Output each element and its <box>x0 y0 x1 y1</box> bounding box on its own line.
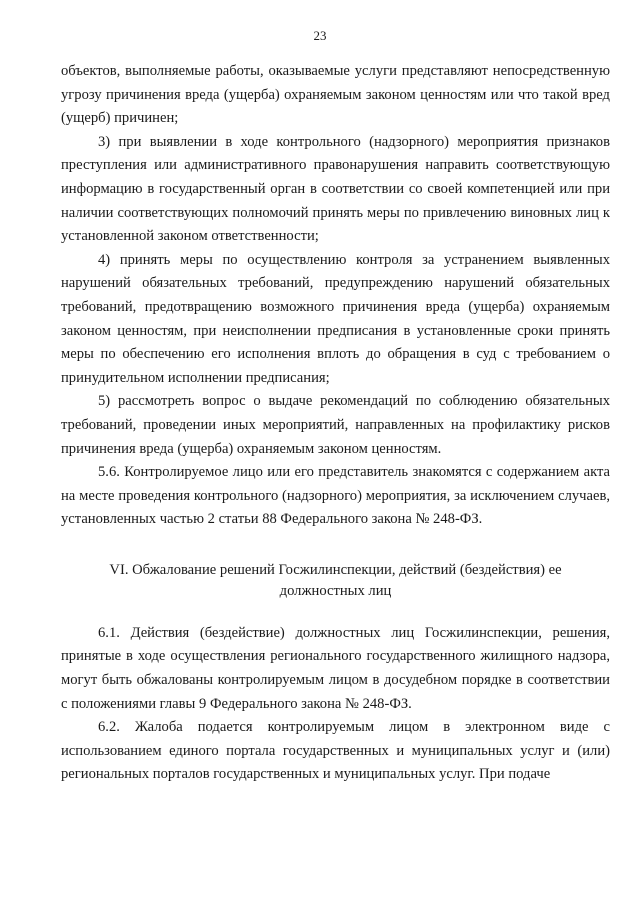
paragraph-item-5: 5) рассмотреть вопрос о выдаче рекомендаций по соблюдению обязательных требований, проведении иных мероприятий, направленных на профилактику рисков причинения вреда (ущерба) охраняемым законом ценностям. <box>61 393 610 457</box>
section-heading-line-1: VI. Обжалование решений Госжилинспекции, действий (бездействия) ее <box>109 561 562 578</box>
section-heading-line-2: должностных лиц <box>279 582 392 599</box>
paragraph-item-3: 3) при выявлении в ходе контрольного (надзорного) мероприятия признаков преступления или административного правонарушения направить соответствующую информацию в государственный орган в соответствии со своей компетенцией или при наличии соответствующих полномочий принять меры по привлечению виновных лиц к установленной законом ответственности; <box>61 133 610 245</box>
paragraph-continuation: объектов, выполняемые работы, оказываемые услуги представляют непосредственную угрозу причинения вреда (ущерба) охраняемым законом ценностям или что такой вред (ущерб) причинен; <box>61 63 610 127</box>
section-heading <box>61 560 610 602</box>
page-number: 23 <box>313 28 327 43</box>
paragraph-item-4: 4) принять меры по осуществлению контроля за устранением выявленных нарушений обязательных требований, предупреждению нарушений обязательных требований, предотвращению возможного причинения вреда (ущерба) охраняемым законом ценностям, при неисполнении предписания в установленные сроки принять меры по обеспечению его исполнения вплоть до обращения в суд с требованием о принудительном исполнении предписания; <box>61 251 610 386</box>
document-body <box>61 60 610 787</box>
paragraph-item-6-2: 6.2. Жалоба подается контролируемым лицом в электронном виде с использованием единого портала государственных и муниципальных услуг и (или) региональных порталов государственных и муниципальных услуг. При подаче <box>61 719 610 783</box>
paragraph-item-6-1: 6.1. Действия (бездействие) должностных лиц Госжилинспекции, решения, принятые в ходе осуществления регионального государственного жилищного надзора, могут быть обжалованы контролируемым лицом в досудебном порядке в соответствии с положениями главы 9 Федерального закона № 248-ФЗ. <box>61 624 610 712</box>
paragraph-item-5-6: 5.6. Контролируемое лицо или его представитель знакомятся с содержанием акта на месте проведения контрольного (надзорного) мероприятия, за исключением случаев, установленных частью 2 статьи 88 Федерального закона № 248-ФЗ. <box>61 464 610 528</box>
